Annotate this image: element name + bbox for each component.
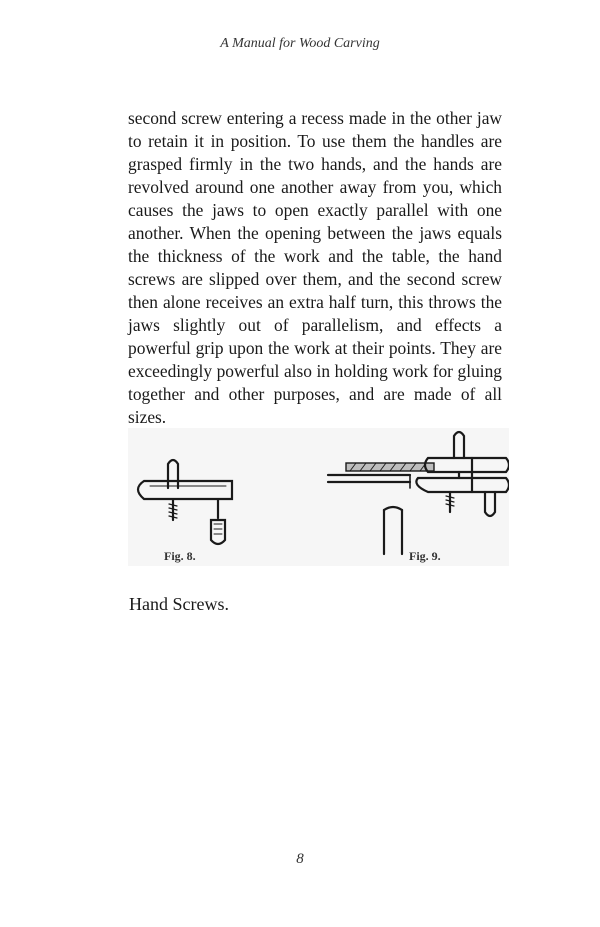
- figure-caption: Hand Screws.: [129, 594, 229, 614]
- fig8-label: Fig. 8.: [164, 549, 196, 563]
- running-title: A Manual for Wood Carving: [220, 36, 380, 51]
- body-paragraph: second screw entering a recess made in the other jaw to retain it in position. To use them the handles are grasped firmly in the two hands, and the hands are revolved around one another away from you, which causes the jaws to open exactly parallel with one another. When the opening between the jaws equals the thickness of the work and the table, the hand screws are slipped over them, and the second screw then alone receives an extra half turn, this throws the jaws slightly out of parallelism, and effects a powerful grip upon the work at their points. They are exceedingly powerful also in holding work for gluing together and other purposes, and are made of all sizes.: [128, 108, 502, 427]
- fig8-hand-screw-drawing: [138, 460, 232, 544]
- fig9-hand-screw-drawing: [328, 432, 509, 554]
- hand-screws-drawing: [128, 428, 509, 566]
- page-number: 8: [296, 851, 304, 867]
- hand-screws-illustration: [128, 428, 509, 566]
- fig9-label: Fig. 9.: [409, 549, 441, 563]
